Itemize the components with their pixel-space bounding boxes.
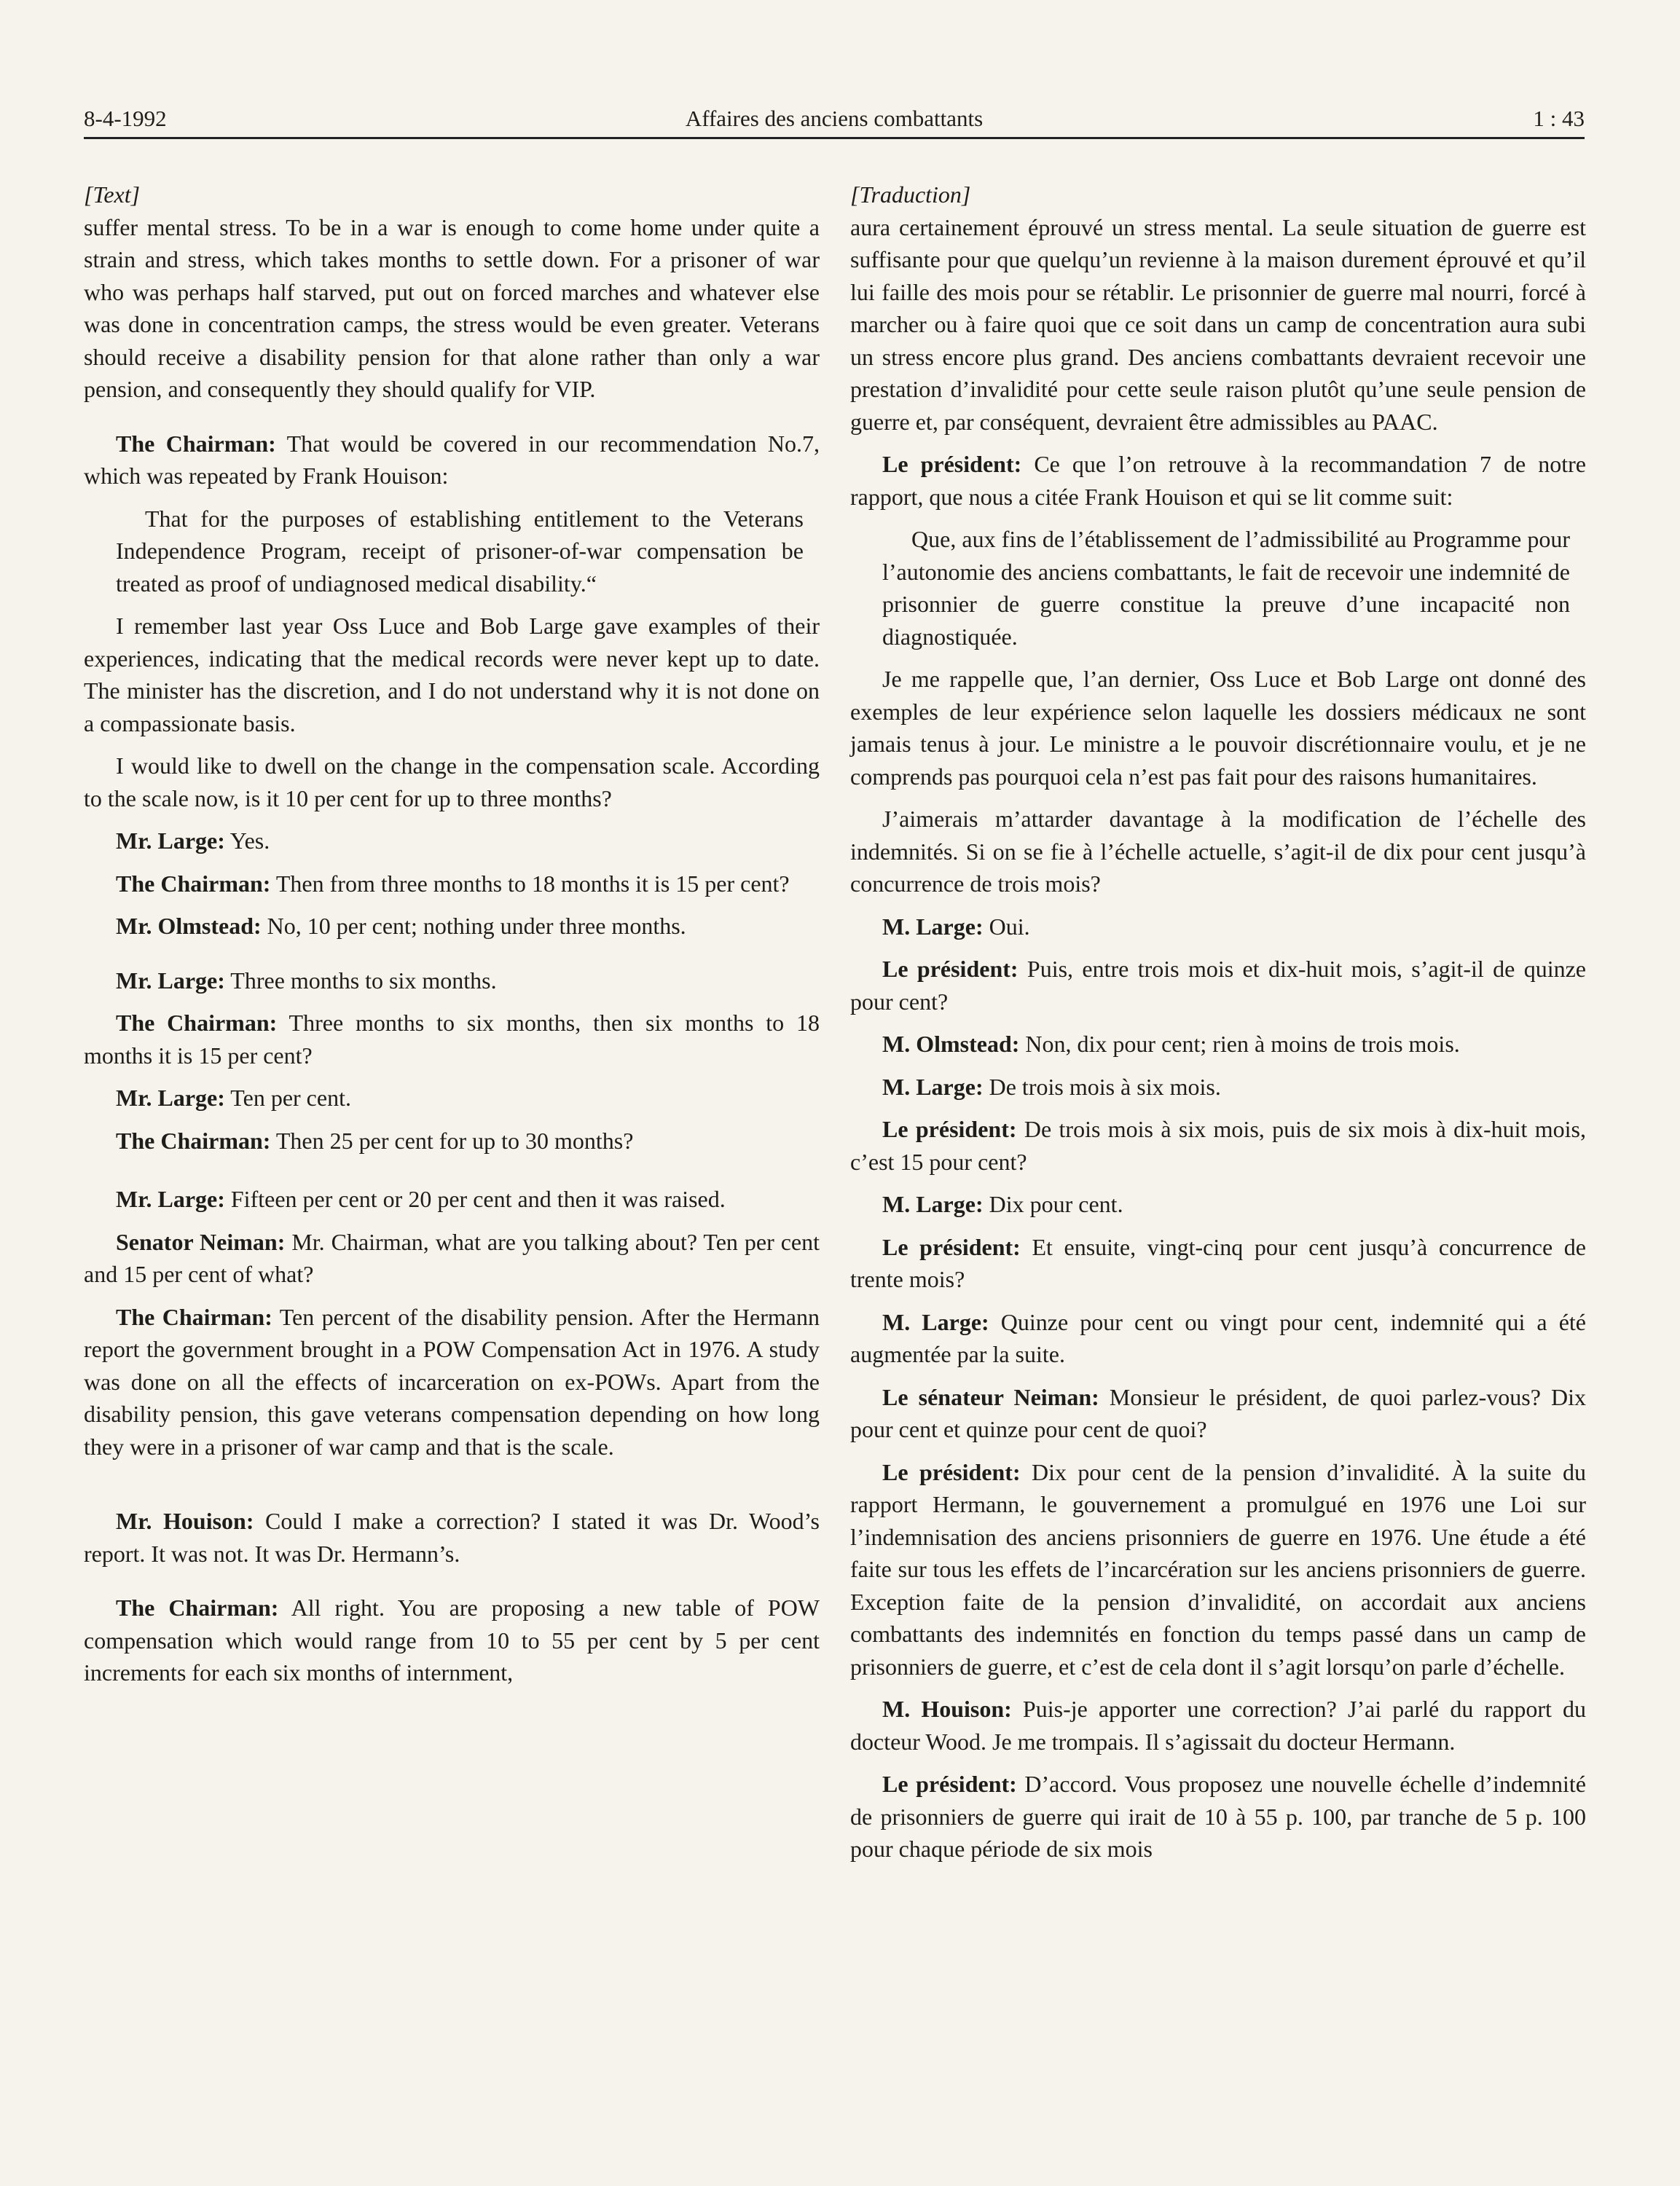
- paragraph: I remember last year Oss Luce and Bob Large gave examples of their experiences, indicating that the medical records were never kept up to date. The minister has the discretion, and I do not understand why it is not done on a compassionate basis.: [84, 613, 820, 736]
- speech-text: Ce que l’on retrouve à la recommandation 7 de notre rapport, que nous a citée Frank Houison et qui se lit comme suit:: [850, 451, 1587, 510]
- speaker-name: The Chairman:: [116, 1127, 271, 1154]
- speaker-paragraph: [850, 1113, 1586, 1178]
- speaker-name: Le sénateur Neiman:: [882, 1383, 1099, 1410]
- speaker-paragraph: [84, 1505, 820, 1570]
- speech-text: Et ensuite, vingt-cinq pour cent jusqu’à concurrence de trente mois?: [850, 1233, 1587, 1292]
- speaker-name: M. Large:: [882, 1308, 989, 1335]
- header-title: Affaires des anciens combattants: [685, 106, 984, 131]
- speech-text: Puis, entre trois mois et dix-huit mois, s’agit-il de quinze pour cent?: [850, 956, 1587, 1015]
- speech-text: That would be covered in our recommendation No.7, which was repeated by Frank Houison:: [84, 430, 820, 489]
- speaker-paragraph: [850, 953, 1586, 1018]
- speech-text: Monsieur le président, de quoi parlez-vous? Dix pour cent et quinze pour cent de quoi?: [850, 1383, 1587, 1442]
- speaker-paragraph: [850, 1071, 1586, 1104]
- header-page-number: 1 : 43: [1533, 106, 1585, 131]
- speaker-paragraph: [84, 868, 820, 900]
- speech-text: De trois mois à six mois, puis de six mois à dix-huit mois, c’est 15 pour cent?: [850, 1116, 1587, 1175]
- header-date: 8-4-1992: [84, 106, 167, 131]
- french-column: [850, 178, 1586, 1876]
- speaker-paragraph: [850, 448, 1586, 513]
- speaker-paragraph: [84, 1007, 820, 1072]
- speaker-name: Le président:: [882, 1458, 1021, 1485]
- speech-text: D’accord. Vous proposez une nouvelle échelle d’indemnité de prisonniers de guerre qui irait de 10 à 55 p. 100, par tranche de 5 p. 100 pour chaque période de six mois: [850, 1771, 1587, 1862]
- paragraph: Je me rappelle que, l’an dernier, Oss Luce et Bob Large ont donné des exemples de leur expérience selon laquelle les dossiers médicaux ne sont jamais tenus à jour. Le ministre a le pouvoir discrétionnaire voulu, et je ne comprends pas pourquoi cela n’est pas fait pour des raisons humanitaires.: [850, 666, 1586, 790]
- speech-text: Non, dix pour cent; rien à moins de trois mois.: [1019, 1031, 1460, 1057]
- speech-text: All right. You are proposing a new table of POW compensation which would range from 10 to 55 per cent by 5 per cent increments for each six months of internment,: [84, 1595, 820, 1686]
- speech-text: De trois mois à six mois.: [983, 1073, 1221, 1100]
- speech-text: Mr. Chairman, what are you talking about? Ten per cent and 15 per cent of what?: [84, 1228, 820, 1287]
- speaker-name: M. Large:: [882, 913, 984, 940]
- speech-text: Could I make a correction? I stated it was Dr. Wood’s report. It was not. It was Dr. Hermann’s.: [84, 1508, 820, 1567]
- speaker-name: Le président:: [882, 1116, 1017, 1142]
- speaker-name: The Chairman:: [116, 1010, 278, 1036]
- column-tag: [Traduction]: [850, 181, 971, 208]
- speaker-name: M. Houison:: [882, 1696, 1012, 1722]
- speech-text: Dix pour cent de la pension d’invalidité. À la suite du rapport Hermann, le gouvernement a promulgué en 1976 une Loi sur l’indemnisation des anciens prisonniers de guerre en 1976. Une étude a été faite sur tous les effets de l’incarcération sur les anciens prisonniers de guerre. Exception faite de la pension d’invalidité, on accordait aux anciens combattants des indemnités en fonction du temps passé dans un camp de prisonniers de guerre, et c’est de cela dont il s’agit lorsqu’on parle d’échelle.: [850, 1458, 1587, 1680]
- speech-text: Puis-je apporter une correction? J’ai parlé du rapport du docteur Wood. Je me trompais. Il s’agissait du docteur Hermann.: [850, 1696, 1587, 1755]
- speaker-name: M. Olmstead:: [882, 1031, 1020, 1057]
- speaker-name: Le président:: [882, 956, 1018, 982]
- paragraph: J’aimerais m’attarder davantage à la modification de l’échelle des indemnités. Si on se fie à l’échelle actuelle, s’agit-il de dix pour cent jusqu’à concurrence de trois mois?: [850, 806, 1586, 897]
- speaker-paragraph: [850, 1231, 1586, 1296]
- speaker-paragraph: [850, 1028, 1586, 1061]
- speaker-paragraph: [84, 910, 820, 943]
- paragraph: aura certainement éprouvé un stress mental. La seule situation de guerre est suffisante pour que quelqu’un revienne à la maison durement éprouvé et qu’il lui faille des mois pour se rétablir. Le prisonnier de guerre mal nourri, forcé à marcher ou à faire quoi que ce soit dans un camp de concentration aura subi un stress encore plus grand. Des anciens combattants devraient recevoir une prestation d’invalidité pour cette seule raison plutôt qu’une seule pension de guerre et, par conséquent, devraient être admissibles au PAAC.: [850, 213, 1586, 435]
- speaker-name: Mr. Large:: [116, 967, 225, 994]
- speaker-paragraph: [850, 1693, 1586, 1758]
- speaker-paragraph: [84, 1183, 820, 1216]
- speech-text: Then 25 per cent for up to 30 months?: [270, 1127, 634, 1154]
- speech-text: Fifteen per cent or 20 per cent and then it was raised.: [224, 1186, 726, 1212]
- speaker-name: Mr. Large:: [116, 827, 225, 854]
- speaker-name: Mr. Olmstead:: [116, 913, 262, 939]
- speech-text: Three months to six months, then six months to 18 months it is 15 per cent?: [84, 1010, 820, 1069]
- speech-text: Dix pour cent.: [983, 1191, 1123, 1217]
- speaker-name: The Chairman:: [116, 430, 276, 457]
- speaker-paragraph: [84, 825, 820, 857]
- speaker-name: Le président:: [882, 1771, 1017, 1797]
- quoted-recommendation: Que, aux fins de l’établissement de l’admissibilité au Programme pour l’autonomie des anciens combattants, le fait de recevoir une indemnité de prisonnier de guerre constitue la preuve d’une incapacité non diagnostiquée.: [882, 526, 1570, 650]
- quoted-recommendation: That for the purposes of establishing entitlement to the Veterans Independence Program, receipt of prisoner-of-war compensation be treated as proof of undiagnosed medical disability.“: [116, 505, 804, 597]
- english-column: [84, 178, 820, 1699]
- speaker-name: Mr. Large:: [116, 1186, 225, 1212]
- speaker-paragraph: [84, 1125, 820, 1157]
- paragraph: I would like to dwell on the change in the compensation scale. According to the scale now, is it 10 per cent for up to three months?: [84, 752, 820, 811]
- column-tag: [Text]: [84, 181, 141, 208]
- speaker-paragraph: [84, 1226, 820, 1291]
- speaker-name: The Chairman:: [116, 870, 271, 897]
- paragraph: suffer mental stress. To be in a war is enough to come home under quite a strain and stress, which takes months to settle down. For a prisoner of war who was perhaps half starved, put out on forced marches and whatever else was done in concentration camps, the stress would be even greater. Veterans should receive a disability pension for that alone rather than only a war pension, and consequently they should qualify for VIP.: [84, 213, 820, 402]
- speech-text: Oui.: [983, 913, 1030, 940]
- speaker-paragraph: [84, 1592, 820, 1689]
- speaker-name: M. Large:: [882, 1191, 984, 1217]
- speaker-name: Le président:: [882, 1233, 1021, 1260]
- speech-text: No, 10 per cent; nothing under three months.: [261, 913, 686, 939]
- speaker-name: M. Large:: [882, 1073, 984, 1100]
- speaker-paragraph: [84, 964, 820, 997]
- speaker-paragraph: [850, 1381, 1586, 1446]
- speaker-paragraph: [84, 1082, 820, 1114]
- speaker-paragraph: [850, 911, 1586, 943]
- speaker-paragraph: [850, 1306, 1586, 1371]
- speaker-name: Senator Neiman:: [116, 1228, 286, 1255]
- speaker-paragraph: [84, 1301, 820, 1463]
- speaker-paragraph: [850, 1456, 1586, 1683]
- speaker-name: Le président:: [882, 451, 1022, 477]
- speaker-name: The Chairman:: [116, 1303, 272, 1330]
- speaker-paragraph: [850, 1768, 1586, 1865]
- speaker-name: The Chairman:: [116, 1595, 279, 1621]
- speaker-paragraph: [850, 1188, 1586, 1221]
- speech-text: Ten percent of the disability pension. After the Hermann report the government brought in a POW Compensation Act in 1976. A study was done on all the effects of incarceration on ex-POWs. Apart from the disability pension, this gave veterans compensation depending on how long they were in a prisoner of war camp and that is the scale.: [84, 1303, 820, 1460]
- speech-text: Yes.: [224, 827, 270, 854]
- page-header: [84, 101, 1585, 139]
- speaker-name: Mr. Large:: [116, 1085, 225, 1111]
- speech-text: Ten per cent.: [224, 1085, 351, 1111]
- speech-text: Three months to six months.: [224, 967, 497, 994]
- speaker-paragraph: [84, 428, 820, 492]
- speech-text: Then from three months to 18 months it is 15 per cent?: [270, 870, 790, 897]
- speaker-name: Mr. Houison:: [116, 1508, 254, 1534]
- speech-text: Quinze pour cent ou vingt pour cent, indemnité qui a été augmentée par la suite.: [850, 1308, 1586, 1367]
